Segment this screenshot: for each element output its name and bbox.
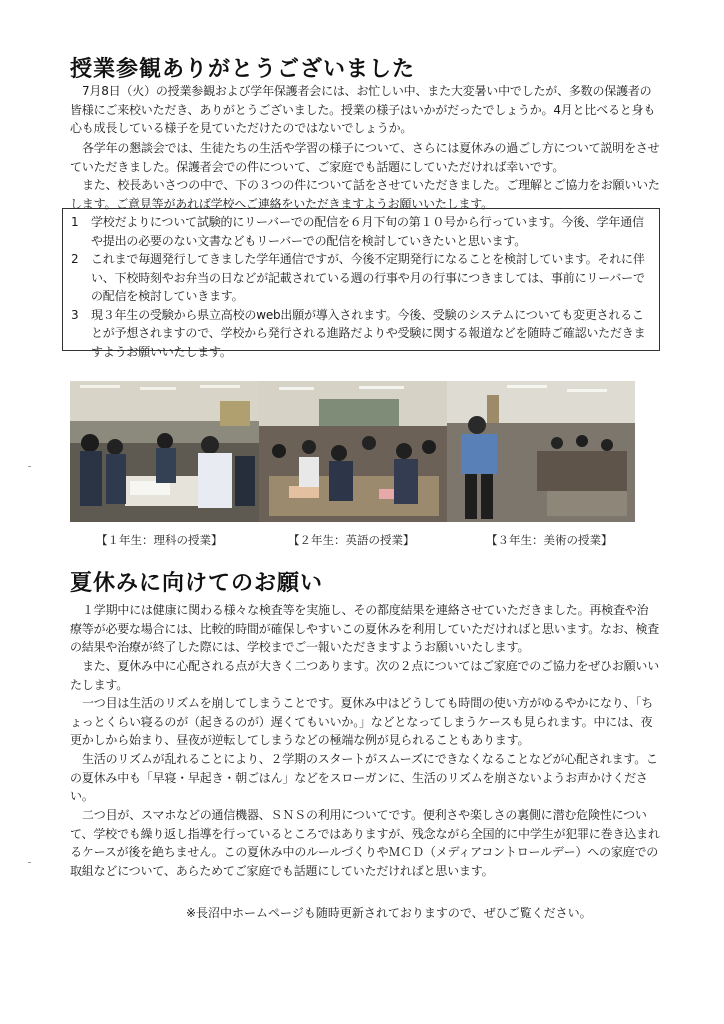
- notice-text: 学校だよりについて試験的にリーバーでの配信を６月下旬の第１０号から行っています。今後、学年通信や提出の必要のない文書などもリーバーでの配信を検討していきたいと思います。: [91, 215, 644, 248]
- footer-homepage-note: ※長沼中ホームページも随時更新されておりますので、ぜひご覧ください。: [186, 906, 592, 920]
- notice-number: 1: [71, 215, 79, 229]
- caption-art: 【３年生：美術の授業】: [486, 533, 613, 547]
- notice-item: [71, 213, 651, 250]
- caption-english: 【２年生：英語の授業】: [288, 533, 415, 547]
- paragraph-life-rhythm: 一つ目は生活のリズムを崩してしまうことです。夏休み中はどうしても時間の使い方がゆるやかになり、「ちょっとくらい寝るのが（起きるのが）遅くてもいいか。」などとなってしまうケースも見られます。中には、夜更かしから始まり、昼夜が逆転してしまうなどの極端な例が見られることもあります。: [70, 696, 654, 747]
- notice-item: [71, 250, 651, 306]
- paragraph-thanks-intro: 7月8日（火）の授業参観および学年保護者会には、お忙しい中、また大変暑い中でしたが、多数の保護者の皆様にご来校いただき、ありがとうございました。授業の様子はいかがだったでしょうか。4月と比べると身も心も成長している様子を見ていただけたのではないでしょうか。: [70, 84, 656, 135]
- photo-art-class: [447, 381, 636, 522]
- notice-item: [71, 306, 651, 362]
- photo-english-class: [259, 381, 448, 522]
- photo-captions: [70, 532, 636, 548]
- section-title-summer: 夏休みに向けてのお願い: [70, 571, 324, 596]
- caption-science: 【１年生：理科の授業】: [96, 533, 223, 547]
- notice-box: [62, 208, 660, 359]
- paragraph-health-check: １学期中には健康に関わる様々な検査等を実施し、その都度結果を連絡させていただきました。再検査や治療等が必要な場合には、比較的時間が確保しやすいこの夏休みを利用していただければと思います。なお、検査の結果や治療が終了した際には、学校までご一報いただきますようお願いいたします。: [70, 603, 660, 654]
- notice-text: これまで毎週発行してきました学年通信ですが、今後不定期発行になることを検討しています。それに伴い、下校時刻やお弁当の日などが記載されている週の行事や月の行事につきましては、事前にリーバーでの配信を検討していきます。: [91, 252, 645, 303]
- notice-number: 2: [71, 252, 79, 266]
- paragraph-two-concerns: また、夏休み中に心配される点が大きく二つあります。次の２点についてはご家庭でのご協力をぜひお願いいたします。: [70, 659, 660, 692]
- section-title-thanks: 授業参観ありがとうございました: [70, 57, 416, 82]
- paragraph-rhythm-slogan: 生活のリズムが乱れることにより、２学期のスタートがスムーズにできなくなることなどが心配されます。この夏休み中も「早寝・早起き・朝ごはん」などをスローガンに、生活のリズムを崩さないようお声かけください。: [70, 752, 658, 803]
- notice-text: 現３年生の受験から県立高校のweb出願が導入されます。今後、受験のシステムについても変更されることが予想されますので、学校から発行される進路だよりや受験に関する報道などを随時ご確認いただきますようお願いいたします。: [91, 307, 646, 359]
- paragraph-principal: また、校長あいさつの中で、下の３つの件について話をさせていただきました。ご理解とご協力をお願いいたします。ご意見等があれば学校へご連絡をいただきますようお願いいたします。: [70, 178, 660, 211]
- class-photo-strip: [70, 381, 636, 522]
- scan-speck: [28, 862, 31, 863]
- scan-speck: [28, 466, 31, 467]
- paragraph-sns: 二つ目が、スマホなどの通信機器、ＳＮＳの利用についてです。便利さや楽しさの裏側に潜む危険性について、学校でも繰り返し指導を行っているところではありますが、残念ながら全国的に中学生が犯罪に巻き込まれるケースが後を絶ちません。この夏休み中のルールづくりやＭＣＤ（メディアコントロールデー）への家庭での取組などについて、あらためてご家庭でも話題にしていただければと思います。: [70, 808, 660, 878]
- photo-science-class: [70, 381, 259, 522]
- paragraph-meeting: 各学年の懇談会では、生徒たちの生活や学習の様子について、さらには夏休みの過ごし方について説明をさせていただきました。保護者会での件について、ご家庭でも話題にしていただければ幸いです。: [70, 141, 660, 174]
- notice-number: 3: [71, 307, 79, 322]
